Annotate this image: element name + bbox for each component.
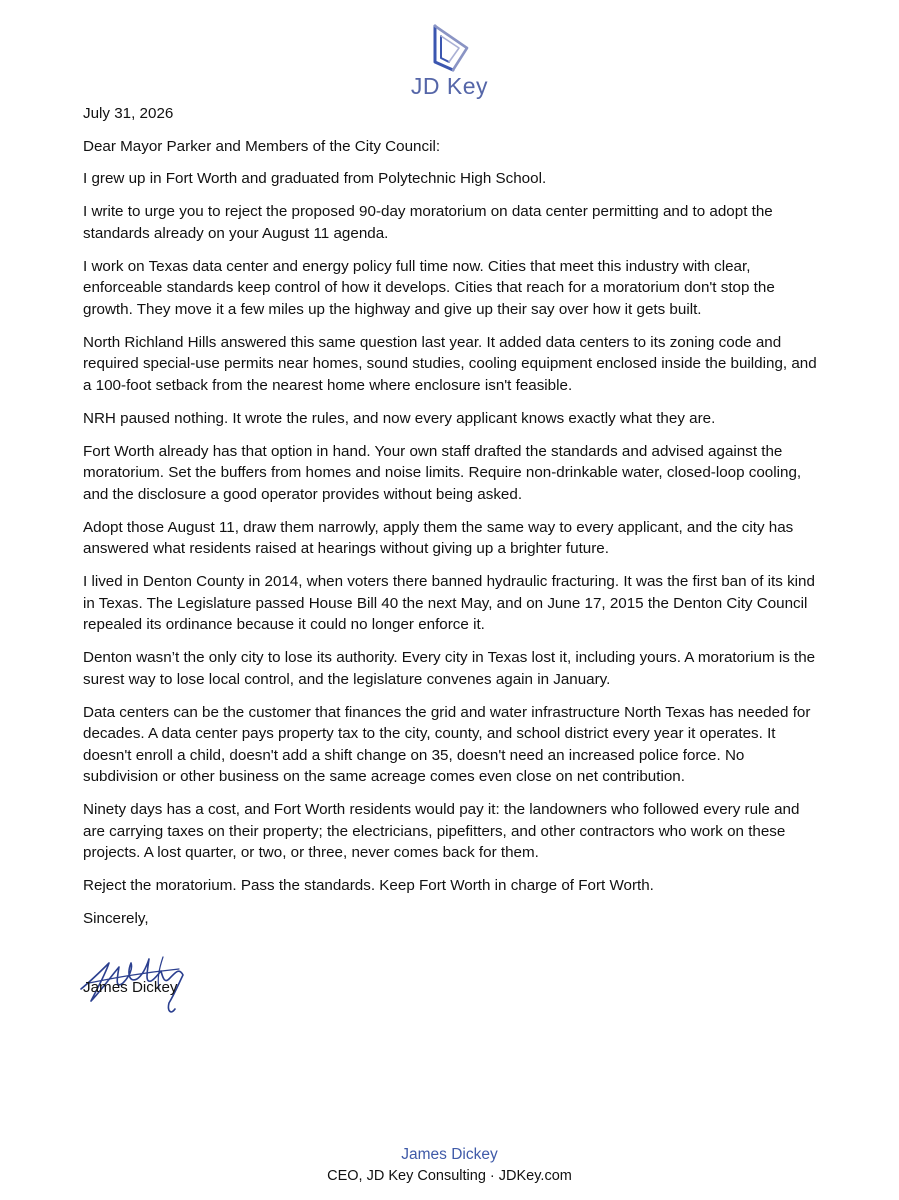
closing: Sincerely, bbox=[83, 910, 149, 927]
letter-date: July 31, 2026 bbox=[83, 105, 174, 122]
paragraph: Data centers can be the customer that finances the grid and water infrastructure North Texas has needed for decades. A data center pays property tax to the city, county, and school district every year it operates. It doesn't enroll a child, doesn't add a shift change on 35, doesn't need an increased police force. No subdivision or other business on the same acreage comes even close on net contribution. bbox=[83, 703, 811, 785]
jd-key-logo-icon bbox=[427, 22, 475, 74]
paragraph: Denton wasn’t the only city to lose its authority. Every city in Texas lost it, including yours. A moratorium is the surest way to lose local control, and the legislature convenes again in January. bbox=[83, 649, 816, 688]
paragraph: I grew up in Fort Worth and graduated from Polytechnic High School. bbox=[83, 170, 547, 187]
signer-name: James Dickey bbox=[83, 978, 178, 996]
salutation: Dear Mayor Parker and Members of the City Council: bbox=[83, 137, 441, 155]
letterhead bbox=[0, 0, 899, 102]
paragraph: NRH paused nothing. It wrote the rules, and now every applicant knows exactly what they are. bbox=[83, 409, 716, 427]
letter-body bbox=[83, 103, 823, 1041]
paragraph: I write to urge you to reject the proposed 90-day moratorium on data center permitting and to adopt the standards already on your August 11 agenda. bbox=[83, 203, 773, 242]
paragraph: Adopt those August 11, draw them narrowly, apply them the same way to every applicant, and the city has answered what residents raised at hearings without giving up a brighter future. bbox=[83, 518, 794, 557]
paragraph: Fort Worth already has that option in hand. Your own staff drafted the standards and advised against the moratorium. Set the buffers from homes and noise limits. Require non-drinkable water, closed-loop cooling, and the disclosure a good operator provides without being asked. bbox=[83, 442, 802, 503]
footer-title: CEO, JD Key Consulting · JDKey.com bbox=[327, 1168, 572, 1184]
paragraph: North Richland Hills answered this same question last year. It added data centers to its zoning code and required special-use permits near homes, sound studies, cooling equipment enclosed inside the building, and a 100-foot setback from the nearest home where enclosure isn't feasible. bbox=[83, 333, 817, 394]
paragraph: Ninety days has a cost, and Fort Worth residents would pay it: the landowners who followed every rule and are carrying taxes on their property; the electricians, pipefitters, and other contractors who work on these projects. A lost quarter, or two, or three, never comes back for them. bbox=[83, 801, 800, 861]
paragraph: I work on Texas data center and energy policy full time now. Cities that meet this industry with clear, enforceable standards keep control of how it develops. Cities that reach for a moratorium don't stop the growth. They move it a few miles up the highway and give up their say over how it gets built. bbox=[83, 257, 775, 318]
logo-wordmark: JD Key bbox=[410, 73, 489, 99]
paragraph: I lived in Denton County in 2014, when voters there banned hydraulic fracturing. It was the first ban of its kind in Texas. The Legislature passed House Bill 40 the next May, and on June 17, 2015 the Denton City Council repealed its ordinance because it could no longer enforce it. bbox=[83, 573, 815, 633]
footer bbox=[0, 1144, 899, 1186]
paragraph: Reject the moratorium. Pass the standards. Keep Fort Worth in charge of Fort Worth. bbox=[83, 877, 654, 894]
signature-block bbox=[83, 941, 823, 1041]
footer-name: James Dickey bbox=[401, 1146, 498, 1163]
